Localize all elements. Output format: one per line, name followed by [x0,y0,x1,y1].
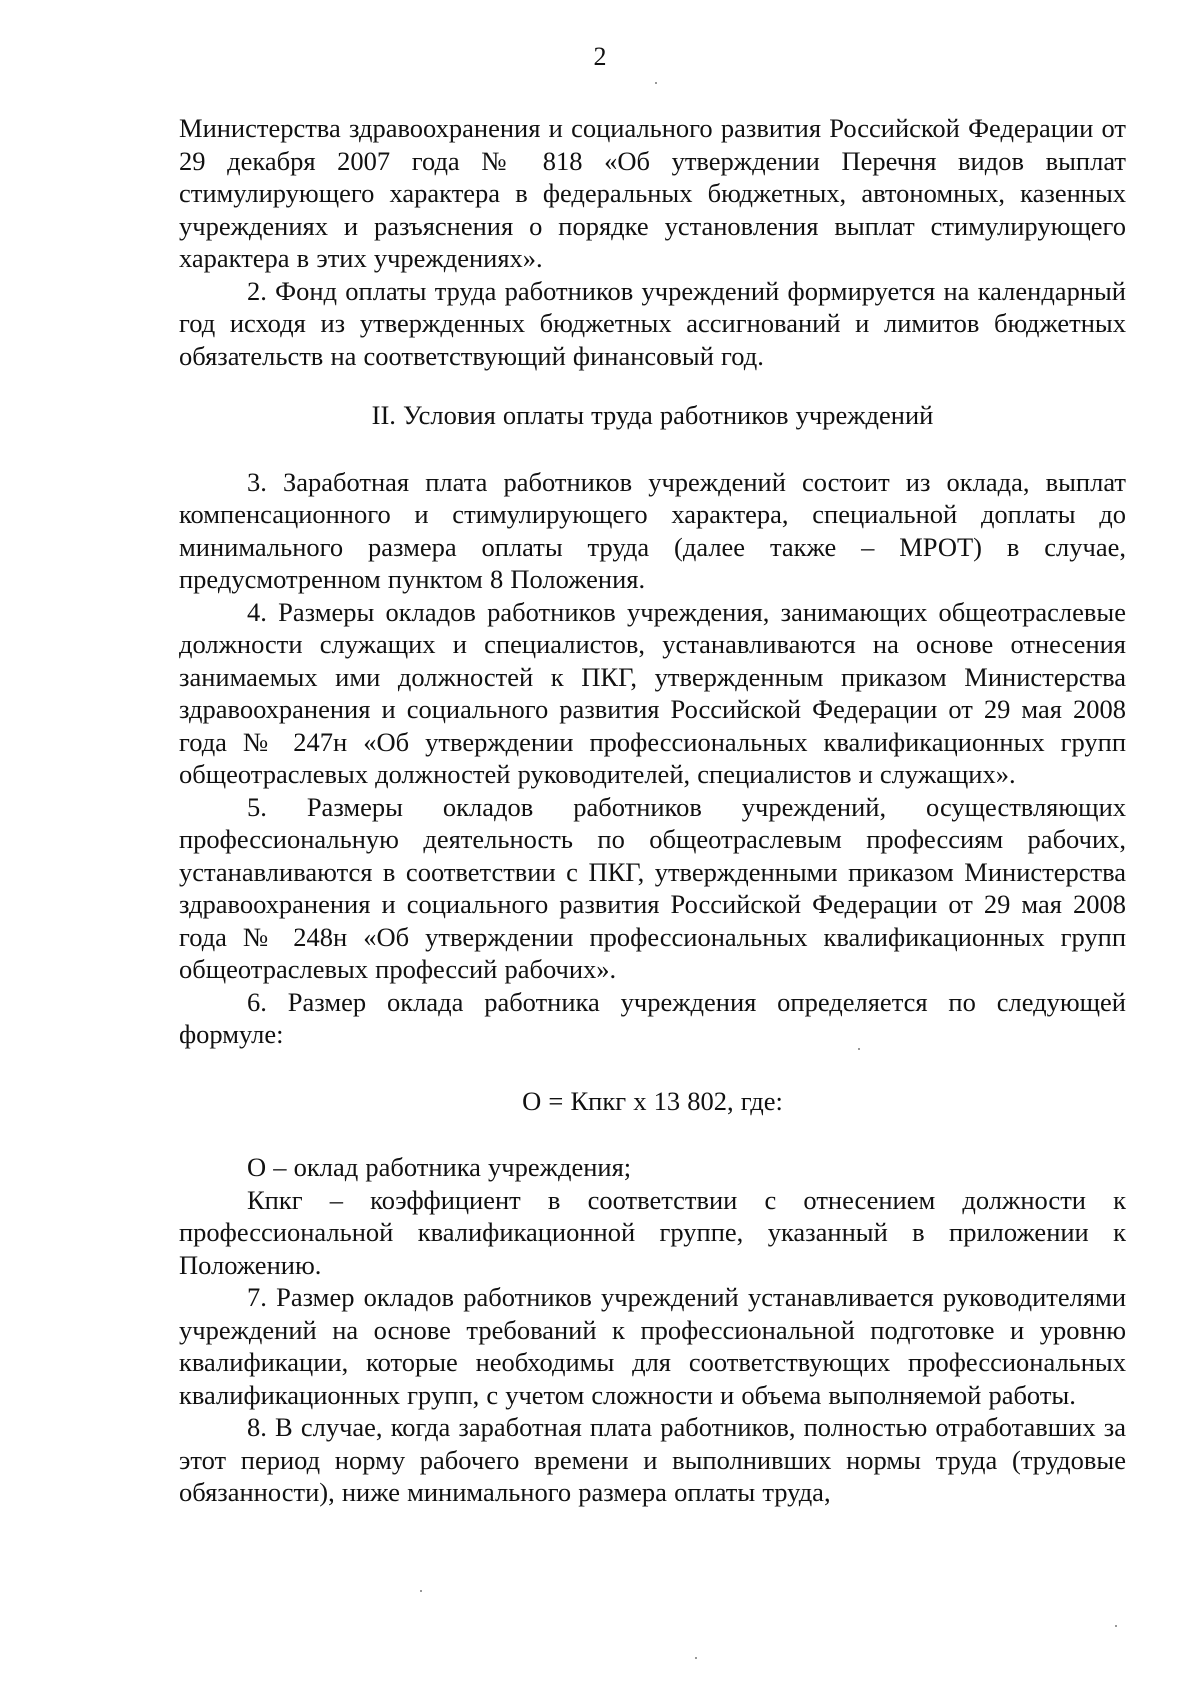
definition-kpkg: Кпкг – коэффициент в соответствии с отнесением должности к профессиональной квалификационной группе, указанный в приложении к Положению. [179,1184,1126,1280]
paragraph-2: 2. Фонд оплаты труда работников учреждений формируется на календарный год исходя из утвержденных бюджетных ассигнований и лимитов бюджетных обязательств на соответствующий финансовый год. [179,275,1126,371]
section-heading: II. Условия оплаты труда работников учреждений [371,400,934,430]
scan-speck [858,1048,860,1050]
paragraph-5: 5. Размеры окладов работников учреждений, осуществляющих профессиональную деятельность по общеотраслевым профессиям рабочих, устанавливаются в соответствии с ПКГ, утвержденными приказом Министерства здравоохранения и социального развития Российской Федерации от 29 мая 2008 года № 248н «Об утверждении профессиональных квалификационных групп общеотраслевых профессий рабочих». [179,791,1126,984]
scan-speck [695,1657,697,1659]
paragraph-4: 4. Размеры окладов работников учреждения, занимающих общеотраслевые должности служащих и специалистов, устанавливаются на основе отнесения занимаемых ими должностей к ПКГ, утвержденным приказом Министерства здравоохранения и социального развития Российской Федерации от 29 мая 2008 года № 247н «Об утверждении профессиональных квалификационных групп общеотраслевых должностей руководителей, специалистов и служащих». [179,596,1126,789]
salary-formula: О = Кпкг х 13 802, где: [522,1085,783,1116]
document-body [179,112,1126,1509]
scan-speck [420,1590,422,1592]
paragraph-6: 6. Размер оклада работника учреждения определяется по следующей формуле: [179,986,1126,1049]
page-number: 2 [593,42,607,71]
scan-speck [1115,1625,1117,1627]
paragraph-continuation: Министерства здравоохранения и социального развития Российской Федерации от 29 декабря 2007 года № 818 «Об утверждении Перечня видов выплат стимулирующего характера в федеральных бюджетных, автономных, казенных учреждениях и разъяснения о порядке установления выплат стимулирующего характера в этих учреждениях». [179,113,1126,273]
paragraph-8: 8. В случае, когда заработная плата работников, полностью отработавших за этот период норму рабочего времени и выполнивших нормы труда (трудовые обязанности), ниже минимального размера оплаты труда, [179,1412,1126,1507]
scan-speck [655,82,657,84]
definition-o: О – оклад работника учреждения; [247,1152,632,1182]
paragraph-3: 3. Заработная плата работников учреждений состоит из оклада, выплат компенсационного и стимулирующего характера, специальной доплаты до минимального размера оплаты труда (далее также – МРОТ) в случае, предусмотренном пунктом 8 Положения. [179,466,1126,594]
paragraph-7: 7. Размер окладов работников учреждений устанавливается руководителями учреждений на основе требований к профессиональной подготовке и уровню квалификации, которые необходимы для соответствующих профессиональных квалификационных групп, с учетом сложности и объема выполняемой работы. [179,1282,1126,1410]
